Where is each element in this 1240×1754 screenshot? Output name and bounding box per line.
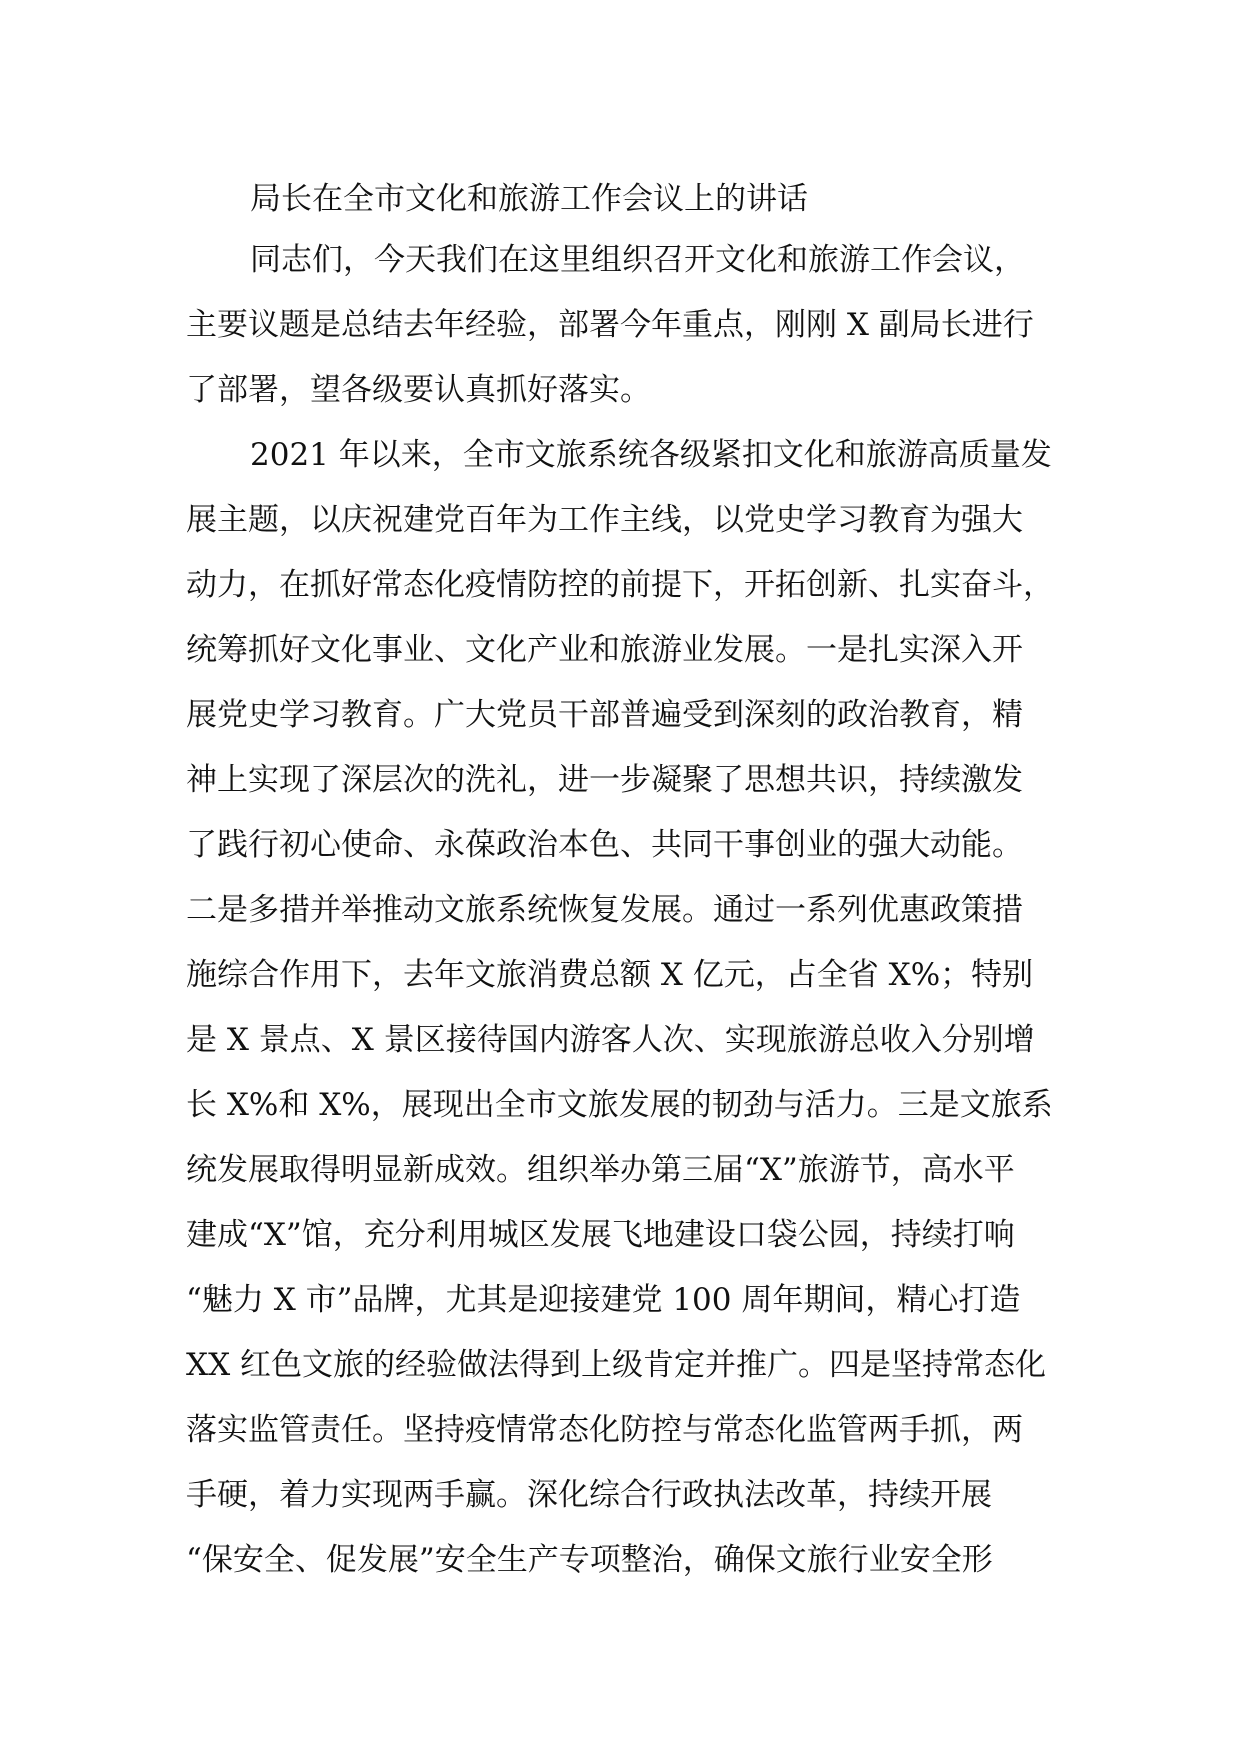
text-line: 建成“X”馆，充分利用城区发展飞地建设口袋公园，持续打响 xyxy=(186,1217,1015,1253)
text-line: 2021 年以来，全市文旅系统各级紧扣文化和旅游高质量发 xyxy=(250,437,1052,473)
text-line: “魅力 X 市”品牌，尤其是迎接建党 100 周年期间，精心打造 xyxy=(186,1282,1021,1318)
text-line: 主要议题是总结去年经验，部署今年重点，刚刚 X 副局长进行 xyxy=(186,307,1034,343)
text-line: 展党史学习教育。广大党员干部普遍受到深刻的政治教育，精 xyxy=(186,697,1023,733)
text-line: 手硬，着力实现两手赢。深化综合行政执法改革，持续开展 xyxy=(186,1477,992,1513)
text-line: 了部署，望各级要认真抓好落实。 xyxy=(186,372,651,408)
text-line: 是 X 景点、X 景区接待国内游客人次、实现旅游总收入分别增 xyxy=(186,1022,1035,1058)
document-title: 局长在全市文化和旅游工作会议上的讲话 xyxy=(250,181,808,217)
text-line: 落实监管责任。坚持疫情常态化防控与常态化监管两手抓，两 xyxy=(186,1412,1023,1448)
text-line: 施综合作用下，去年文旅消费总额 X 亿元，占全省 X%；特别 xyxy=(186,957,1034,993)
text-line: 神上实现了深层次的洗礼，进一步凝聚了思想共识，持续激发 xyxy=(186,762,1023,798)
document-page xyxy=(186,170,1086,1593)
text-line: 长 X%和 X%，展现出全市文旅发展的韧劲与活力。三是文旅系 xyxy=(186,1087,1053,1123)
text-line: 统筹抓好文化事业、文化产业和旅游业发展。一是扎实深入开 xyxy=(186,632,1023,668)
text-line: 统发展取得明显新成效。组织举办第三届“X”旅游节，高水平 xyxy=(186,1152,1015,1188)
text-line: 二是多措并举推动文旅系统恢复发展。通过一系列优惠政策措 xyxy=(186,892,1023,928)
text-line: 了践行初心使命、永葆政治本色、共同干事创业的强大动能。 xyxy=(186,827,1023,863)
text-line: 展主题，以庆祝建党百年为工作主线，以党史学习教育为强大 xyxy=(186,502,1023,538)
text-line: XX 红色文旅的经验做法得到上级肯定并推广。四是坚持常态化 xyxy=(186,1347,1046,1383)
text-line: 动力，在抓好常态化疫情防控的前提下，开拓创新、扎实奋斗， xyxy=(186,567,1054,603)
text-line: 同志们，今天我们在这里组织召开文化和旅游工作会议， xyxy=(250,242,1025,278)
text-line: “保安全、促发展”安全生产专项整治，确保文旅行业安全形 xyxy=(186,1542,993,1578)
